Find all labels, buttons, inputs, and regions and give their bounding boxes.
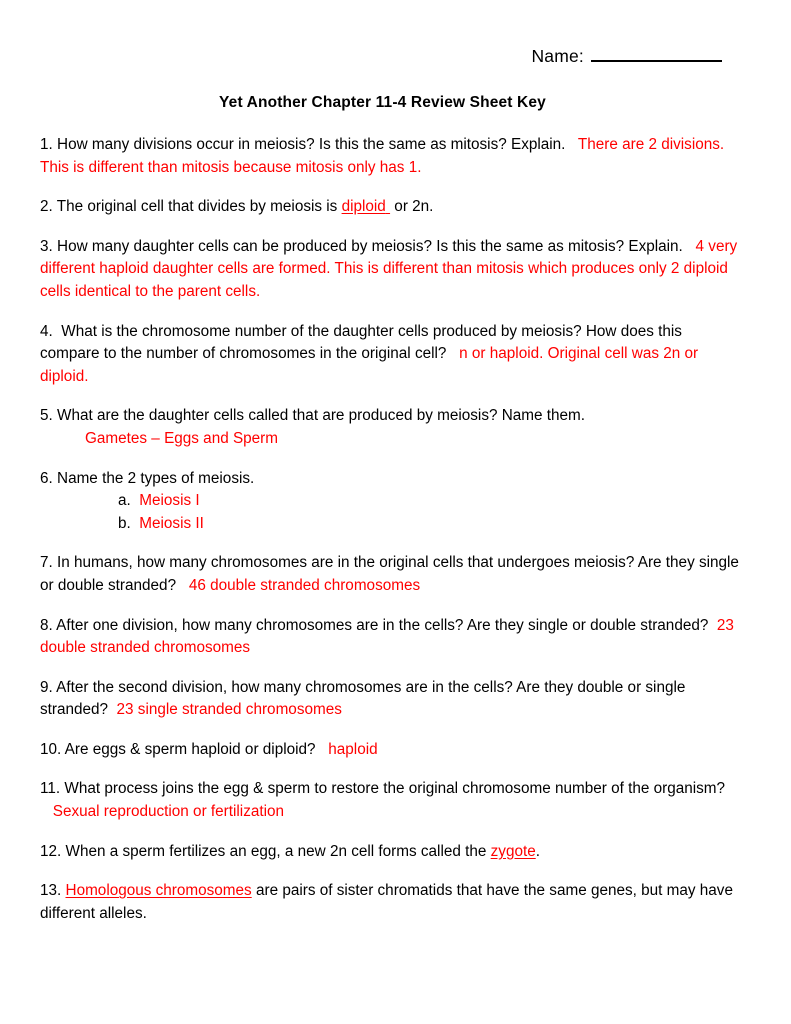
- question-prompt-2-before: The original cell that divides by meiosis is: [56, 198, 338, 216]
- question-list: [40, 134, 745, 925]
- question-number-6: 6.: [40, 469, 53, 487]
- question-prompt-4: What is the chromosome number of the daughter cells produced by meiosis? How does this compare to the number of chromosomes in the original cell?: [40, 322, 682, 363]
- question-answer-1: There are 2 divisions. This is different than mitosis because mitosis only has 1.: [40, 136, 725, 176]
- question-prompt-11: What process joins the egg & sperm to restore the original chromosome number of the organism?: [64, 780, 726, 798]
- question-item-1: [40, 134, 745, 179]
- question-prompt-5-row: [40, 405, 745, 428]
- question-6-sublist: [40, 490, 745, 535]
- question-prompt-10: Are eggs & sperm haploid or diploid?: [64, 740, 316, 758]
- name-label: Name:: [531, 46, 584, 66]
- question-item-12: [40, 841, 745, 864]
- question-prompt-8: After one division, how many chromosomes are in the cells? Are they single or double stranded?: [56, 616, 709, 634]
- question-answer-10: haploid: [328, 740, 378, 758]
- question-item-4: [40, 321, 745, 389]
- question-number-12: 12.: [40, 842, 62, 860]
- question-number-10: 10.: [40, 740, 62, 758]
- sub-marker-b: b.: [118, 514, 131, 532]
- question-answer-4: n or haploid. Original cell was 2n or diploid.: [40, 345, 699, 385]
- question-item-10: [40, 739, 745, 762]
- question-number-8: 8.: [40, 616, 53, 634]
- question-item-3: [40, 236, 745, 304]
- question-answer-5: Gametes – Eggs and Sperm: [85, 429, 279, 447]
- question-item-5: [40, 405, 745, 450]
- question-item-9: [40, 677, 745, 722]
- question-answer-8: 23 double stranded chromosomes: [40, 616, 734, 657]
- question-6-answer-a: Meiosis I: [139, 492, 200, 510]
- question-number-11: 11.: [40, 780, 61, 798]
- question-number-9: 9.: [40, 678, 53, 696]
- question-6-subitem-a: [40, 490, 745, 513]
- question-prompt-1: How many divisions occur in meiosis? Is this the same as mitosis? Explain.: [57, 136, 566, 153]
- question-answer-11: Sexual reproduction or fertilization: [52, 803, 285, 821]
- question-number-2: 2.: [40, 198, 53, 216]
- question-number-1: 1.: [40, 136, 53, 153]
- question-prompt-6: Name the 2 types of meiosis.: [57, 469, 255, 487]
- question-number-3: 3.: [40, 237, 53, 255]
- question-prompt-5: What are the daughter cells called that are produced by meiosis? Name them.: [57, 407, 586, 425]
- question-number-4: 4.: [40, 322, 53, 340]
- question-prompt-9: After the second division, how many chromosomes are in the cells? Are they double or single stranded?: [40, 678, 686, 719]
- question-item-6: [40, 468, 745, 536]
- question-6-subitem-b: [40, 513, 745, 536]
- question-item-7: [40, 552, 745, 597]
- sub-marker-a: a.: [118, 492, 131, 510]
- page-title: Yet Another Chapter 11-4 Review Sheet Key: [219, 94, 546, 111]
- question-item-8: [40, 615, 745, 660]
- question-prompt-12-before: When a sperm fertilizes an egg, a new 2n cell forms called the: [65, 842, 487, 860]
- question-prompt-7: In humans, how many chromosomes are in the original cells that undergoes meiosis? Are they single or double stranded?: [40, 554, 739, 594]
- question-answer-13-blank: Homologous chromosomes: [65, 882, 252, 900]
- question-item-2: [40, 196, 745, 219]
- question-prompt-12-after: .: [535, 842, 540, 860]
- question-answer-2-blank: diploid: [341, 198, 386, 216]
- question-answer-12-blank: zygote: [490, 842, 536, 860]
- question-item-13: [40, 880, 745, 925]
- question-answer-3: 4 very different haploid daughter cells are formed. This is different than mitosis which produces only 2 diploid cells identical to the parent cells.: [40, 237, 738, 300]
- question-prompt-6-row: [40, 468, 745, 491]
- question-item-11: [40, 778, 745, 823]
- question-number-7: 7.: [40, 554, 53, 572]
- question-prompt-13-after: are pairs of sister chromatids that have the same genes, but may have different alleles.: [40, 882, 733, 922]
- question-prompt-3: How many daughter cells can be produced by meiosis? Is this the same as mitosis? Explain.: [57, 237, 683, 255]
- question-answer-7: 46 double stranded chromosomes: [188, 576, 421, 594]
- question-prompt-2-after: or 2n.: [390, 198, 434, 216]
- question-number-5: 5.: [40, 407, 53, 425]
- name-blank-line[interactable]: [591, 47, 722, 62]
- question-number-13: 13.: [40, 882, 62, 900]
- name-field-row: [40, 46, 745, 67]
- question-6-answer-b: Meiosis II: [139, 514, 204, 532]
- question-answer-9: 23 single stranded chromosomes: [116, 701, 342, 719]
